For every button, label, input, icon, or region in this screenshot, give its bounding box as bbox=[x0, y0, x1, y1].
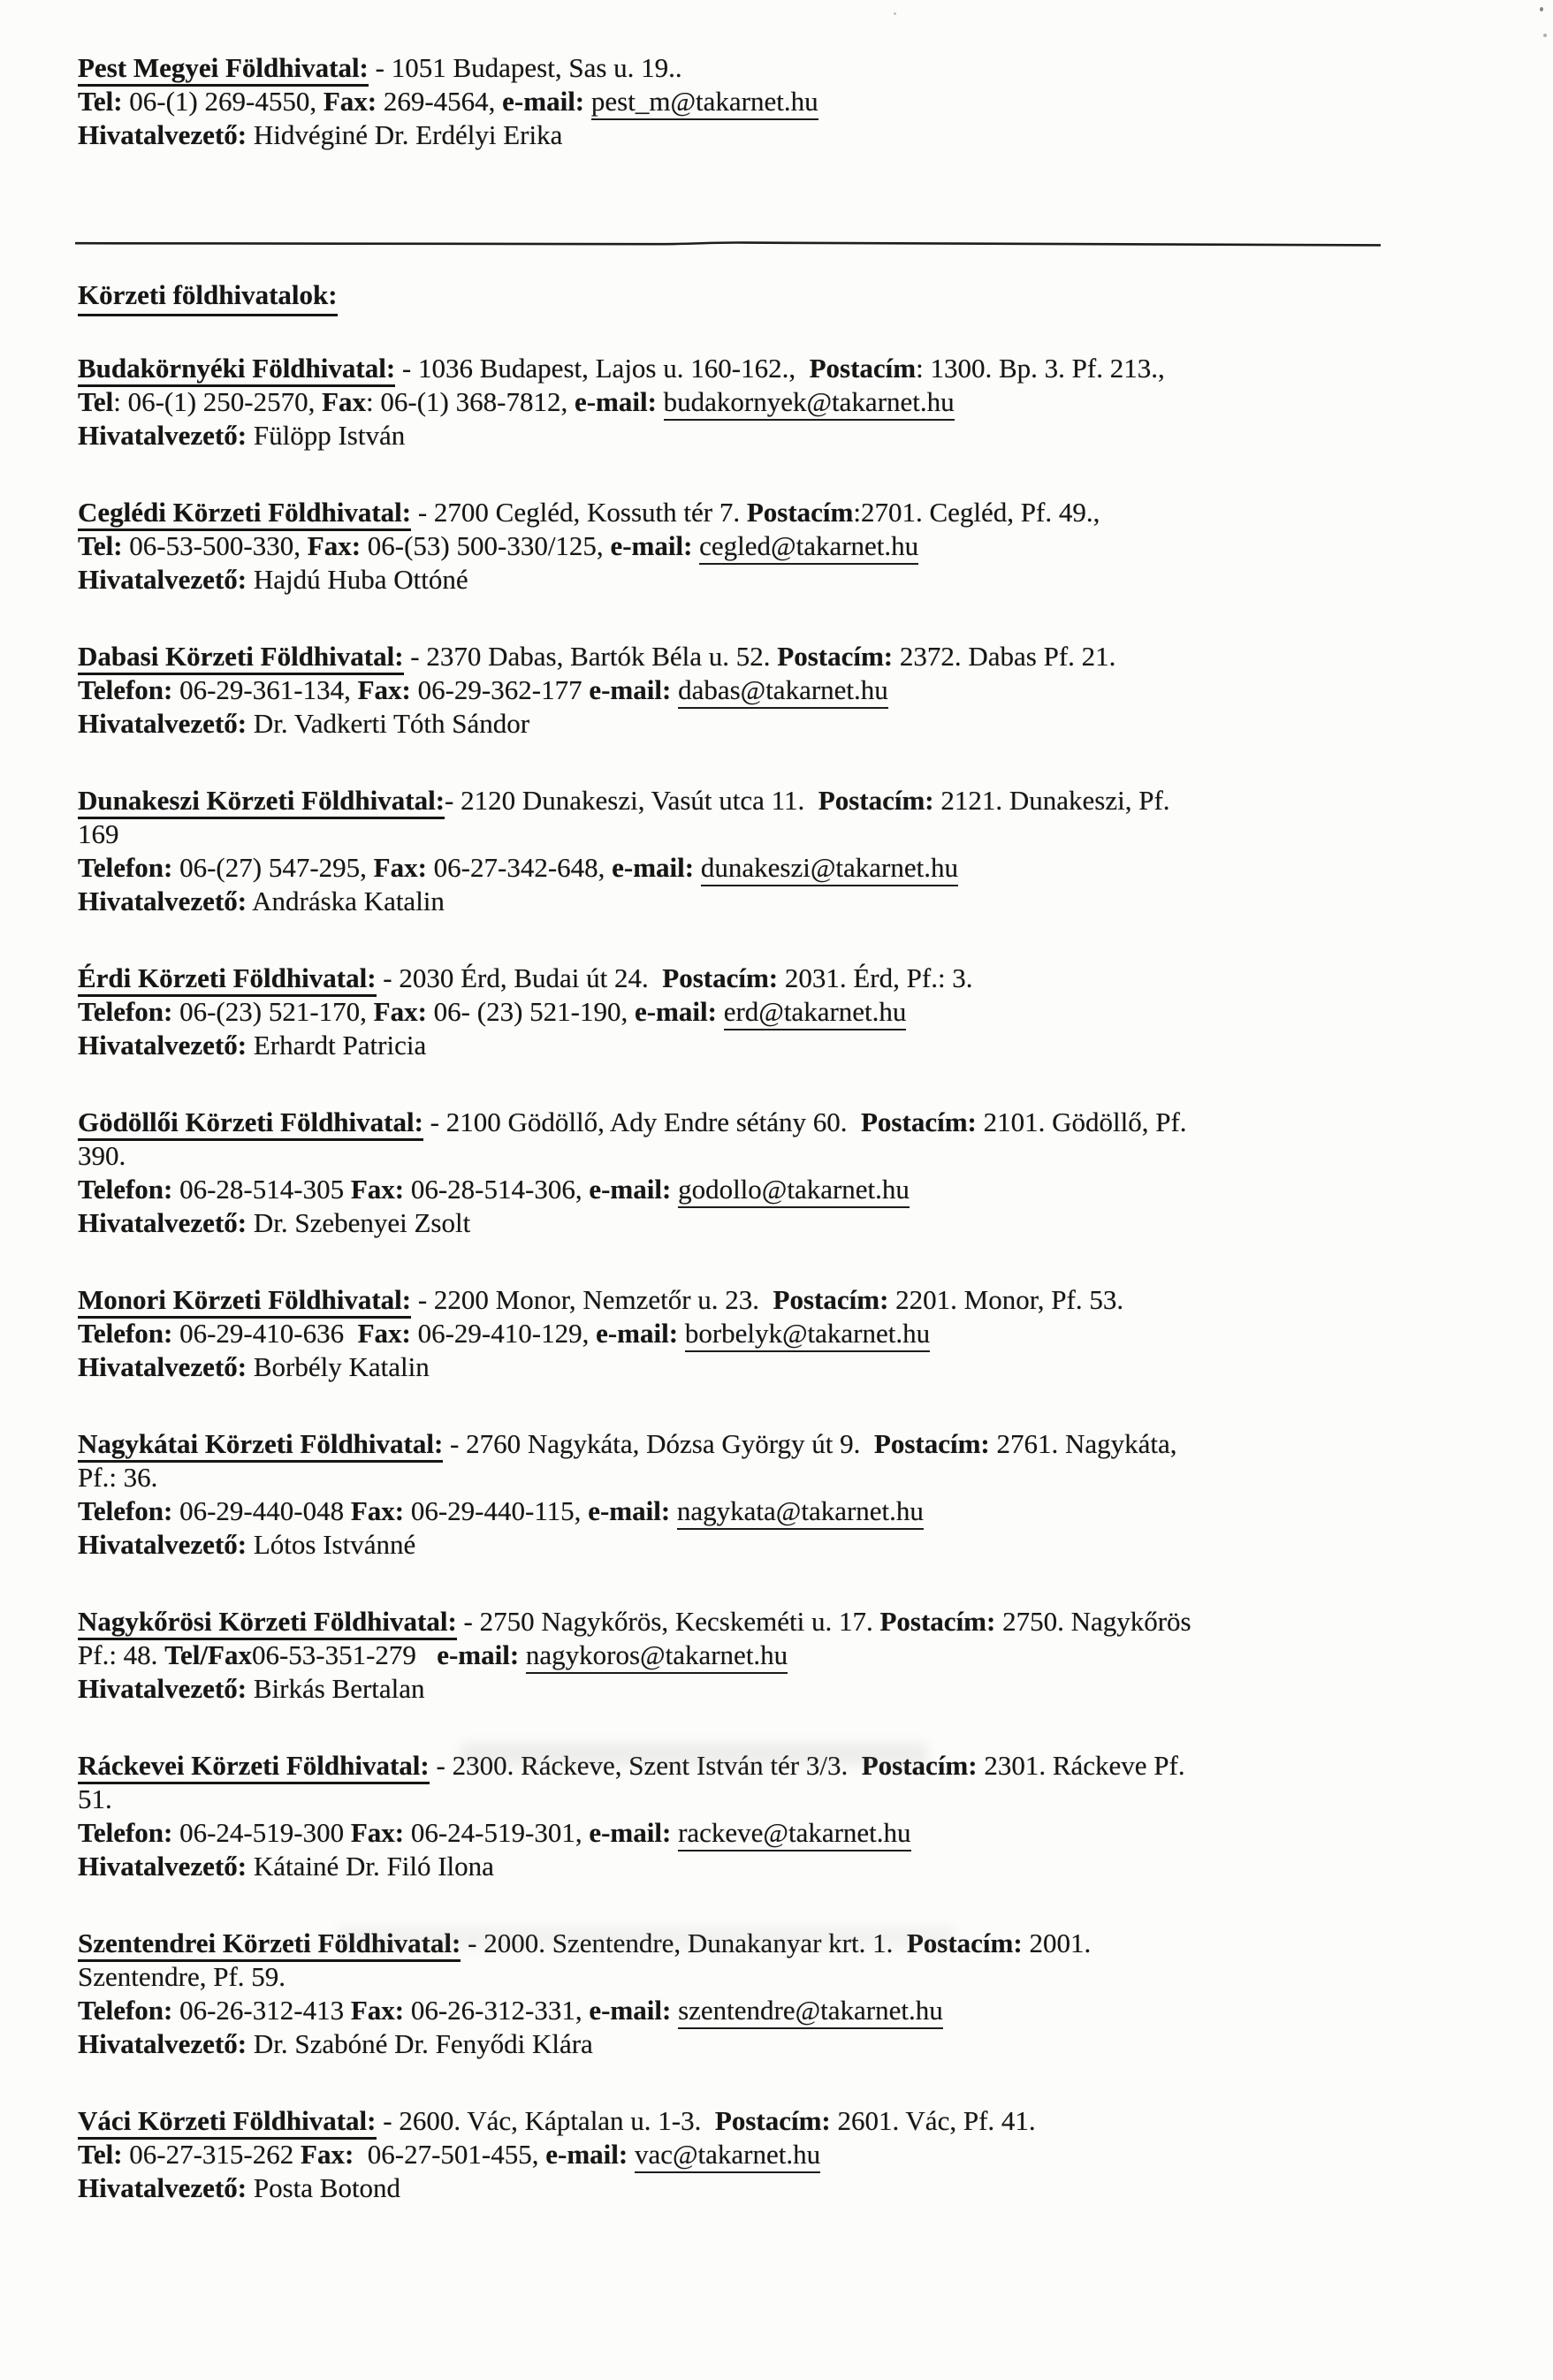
text-run bbox=[678, 1318, 685, 1349]
text-run: 06-53-500-330, bbox=[122, 530, 308, 561]
text-line bbox=[78, 2027, 1420, 2061]
office-entry bbox=[78, 962, 1420, 1062]
text-run: :2701. Cegléd, Pf. 49., bbox=[853, 497, 1100, 528]
field-label: Fax: bbox=[350, 1817, 405, 1848]
field-label: Hivatalvezető: bbox=[78, 2028, 247, 2059]
text-line bbox=[78, 1994, 1420, 2027]
text-run: 169 bbox=[78, 818, 119, 849]
field-label: Fax: bbox=[357, 1318, 411, 1349]
text-run: 06-29-362-177 bbox=[410, 674, 590, 705]
section-heading: Körzeti földhivatalok: bbox=[78, 278, 338, 316]
text-run: 390. bbox=[78, 1140, 126, 1171]
office-entry bbox=[78, 1106, 1420, 1240]
text-run: - 2000. Szentendre, Dunakanyar krt. 1. bbox=[461, 1928, 907, 1958]
email-link: vac@takarnet.hu bbox=[635, 2139, 820, 2173]
text-run: 2101. Gödöllő, Pf. bbox=[976, 1106, 1187, 1137]
text-run: 06- (23) 521-190, bbox=[426, 996, 635, 1027]
text-run: 06-29-410-129, bbox=[410, 1318, 597, 1349]
email-link: borbelyk@takarnet.hu bbox=[685, 1318, 930, 1352]
field-label: Hivatalvezető: bbox=[78, 1351, 247, 1382]
text-run: Pf.: 48. bbox=[78, 1639, 165, 1670]
email-link: erd@takarnet.hu bbox=[724, 996, 907, 1030]
text-run: : 06-(1) 250-2570, bbox=[113, 386, 323, 417]
field-label: e-mail: bbox=[502, 86, 585, 117]
field-label: Hivatalvezető: bbox=[78, 119, 247, 150]
text-line bbox=[78, 1350, 1420, 1384]
field-label: Tel: bbox=[78, 2139, 123, 2170]
text-run: 06-53-351-279 bbox=[251, 1639, 438, 1670]
text-run bbox=[519, 1639, 526, 1670]
text-line bbox=[78, 640, 1420, 673]
text-line bbox=[78, 1528, 1420, 1562]
office-entry bbox=[78, 496, 1420, 597]
field-label: Postacím: bbox=[773, 1284, 889, 1315]
text-line bbox=[78, 784, 1420, 817]
email-link: dabas@takarnet.hu bbox=[678, 674, 888, 709]
text-run: 06-27-315-262 bbox=[122, 2139, 301, 2170]
field-label: Fax: bbox=[350, 1174, 405, 1205]
text-run bbox=[670, 1495, 677, 1526]
office-entry bbox=[78, 640, 1420, 741]
email-link: szentendre@takarnet.hu bbox=[678, 1995, 943, 2029]
email-link: nagykata@takarnet.hu bbox=[677, 1495, 924, 1530]
office-entry bbox=[78, 352, 1420, 452]
email-link: budakornyek@takarnet.hu bbox=[664, 386, 955, 421]
field-label: Postacím: bbox=[714, 2105, 831, 2136]
text-line bbox=[78, 1494, 1420, 1528]
text-line bbox=[78, 817, 1420, 851]
text-run: Pf.: 36. bbox=[78, 1462, 158, 1493]
text-run: Dr. Vadkerti Tóth Sándor bbox=[247, 708, 530, 739]
text-run: - 2370 Dabas, Bartók Béla u. 52. bbox=[403, 641, 778, 672]
text-line bbox=[78, 2138, 1420, 2171]
field-label: Fax bbox=[322, 386, 367, 417]
email-link: pest_m@takarnet.hu bbox=[591, 86, 818, 120]
text-run: - 2120 Dunakeszi, Vasút utca 11. bbox=[445, 785, 818, 816]
field-label: Telefon: bbox=[78, 996, 173, 1027]
text-line bbox=[78, 118, 1420, 152]
text-run: 2750. Nagykőrös bbox=[995, 1606, 1191, 1637]
field-label: Fax: bbox=[323, 86, 377, 117]
text-run: 06-29-410-636 bbox=[172, 1318, 358, 1349]
field-label: e-mail: bbox=[589, 1995, 672, 2026]
text-run: 06-29-440-115, bbox=[404, 1495, 589, 1526]
text-run: : 1300. Bp. 3. Pf. 213., bbox=[916, 353, 1165, 384]
text-run: 06-28-514-306, bbox=[404, 1174, 590, 1205]
text-line bbox=[78, 995, 1420, 1029]
text-run: 2301. Ráckeve Pf. bbox=[977, 1750, 1185, 1781]
field-label: Hivatalvezető: bbox=[78, 1207, 247, 1238]
field-label: e-mail: bbox=[634, 996, 717, 1027]
field-label: e-mail: bbox=[589, 674, 672, 705]
text-run: 2001. bbox=[1022, 1928, 1092, 1958]
field-label: Fax: bbox=[373, 852, 427, 883]
field-label: Tel: bbox=[78, 530, 123, 561]
text-run: 2121. Dunakeszi, Pf. bbox=[933, 785, 1170, 816]
text-line bbox=[78, 1960, 1420, 1994]
text-run: - 1036 Budapest, Lajos u. 160-162., bbox=[395, 353, 810, 384]
field-label: Fax: bbox=[373, 996, 427, 1027]
field-label: Postacím: bbox=[861, 1106, 977, 1137]
field-label: Telefon: bbox=[78, 1995, 173, 2026]
text-run bbox=[671, 1817, 678, 1848]
field-label: Postacím: bbox=[662, 962, 779, 993]
text-run: 06-24-519-301, bbox=[404, 1817, 590, 1848]
field-label: Postacím bbox=[746, 497, 854, 528]
text-run bbox=[671, 674, 678, 705]
text-line bbox=[78, 385, 1420, 419]
text-run: 06-27-501-455, bbox=[354, 2139, 546, 2170]
field-label: Hivatalvezető: bbox=[78, 564, 247, 595]
text-run: Erhardt Patricia bbox=[247, 1030, 427, 1061]
text-line bbox=[78, 707, 1420, 741]
field-label: e-mail: bbox=[437, 1639, 520, 1670]
field-label: e-mail: bbox=[588, 1495, 671, 1526]
text-line bbox=[78, 1783, 1420, 1816]
office-entry bbox=[78, 1283, 1420, 1384]
section-heading-row bbox=[78, 278, 1420, 316]
email-link: cegled@takarnet.hu bbox=[699, 530, 918, 565]
office-entry bbox=[78, 2104, 1420, 2205]
office-name: Dabasi Körzeti Földhivatal: bbox=[78, 641, 404, 675]
text-run: 06-27-342-648, bbox=[426, 852, 613, 883]
text-run: Andráska Katalin bbox=[247, 886, 445, 916]
field-label: Hivatalvezető: bbox=[78, 1529, 247, 1560]
field-label: Hivatalvezető: bbox=[78, 886, 247, 916]
field-label: e-mail: bbox=[610, 530, 693, 561]
text-run: 06-(1) 269-4550, bbox=[122, 86, 324, 117]
text-run: - 2700 Cegléd, Kossuth tér 7. bbox=[411, 497, 747, 528]
text-run bbox=[671, 1174, 678, 1205]
field-label: Fax: bbox=[350, 1495, 405, 1526]
text-run: Birkás Bertalan bbox=[247, 1673, 425, 1704]
field-label: Hivatalvezető: bbox=[78, 2172, 247, 2203]
text-run: 2601. Vác, Pf. 41. bbox=[830, 2105, 1036, 2136]
text-run: Kátainé Dr. Filó Ilona bbox=[247, 1851, 494, 1882]
text-line bbox=[78, 1605, 1420, 1639]
text-run bbox=[692, 530, 699, 561]
text-run: 06-(27) 547-295, bbox=[172, 852, 374, 883]
text-run: 2201. Monor, Pf. 53. bbox=[888, 1284, 1124, 1315]
field-label: Fax: bbox=[301, 2139, 354, 2170]
field-label: Telefon: bbox=[78, 674, 173, 705]
office-name: Szentendrei Körzeti Földhivatal: bbox=[78, 1928, 461, 1962]
text-run: Szentendre, Pf. 59. bbox=[78, 1961, 286, 1992]
section-divider bbox=[75, 240, 1381, 247]
field-label: Telefon: bbox=[78, 1174, 173, 1205]
text-run: 2031. Érd, Pf.: 3. bbox=[778, 962, 973, 993]
office-name: Váci Körzeti Földhivatal: bbox=[78, 2105, 377, 2140]
text-line bbox=[78, 1206, 1420, 1240]
text-run: 06-24-519-300 bbox=[172, 1817, 351, 1848]
field-label: Postacím: bbox=[818, 785, 934, 816]
text-line bbox=[78, 1283, 1420, 1317]
text-line bbox=[78, 1139, 1420, 1173]
office-name: Ceglédi Körzeti Földhivatal: bbox=[78, 497, 411, 531]
email-link: rackeve@takarnet.hu bbox=[678, 1817, 911, 1852]
field-label: Tel bbox=[78, 386, 114, 417]
text-run: Borbély Katalin bbox=[247, 1351, 430, 1382]
text-run: Hajdú Huba Ottóné bbox=[247, 564, 468, 595]
office-entry bbox=[78, 1605, 1420, 1706]
field-label: e-mail: bbox=[596, 1318, 679, 1349]
text-run: - 1051 Budapest, Sas u. 19.. bbox=[368, 52, 682, 83]
text-line bbox=[78, 1816, 1420, 1850]
text-line bbox=[78, 1317, 1420, 1350]
field-label: Telefon: bbox=[78, 852, 173, 883]
text-run: 51. bbox=[78, 1783, 112, 1814]
text-run: - 2750 Nagykőrös, Kecskeméti u. 17. bbox=[456, 1606, 880, 1637]
scan-smudge bbox=[460, 1743, 928, 1766]
field-label: Telefon: bbox=[78, 1318, 173, 1349]
field-label: e-mail: bbox=[589, 1817, 672, 1848]
text-run: - 2300. Ráckeve, Szent István tér 3/3. bbox=[429, 1750, 862, 1781]
field-label: Fax: bbox=[357, 674, 411, 705]
field-label: e-mail: bbox=[545, 2139, 628, 2170]
text-run: 2372. Dabas Pf. 21. bbox=[893, 641, 1116, 672]
text-run: 06-(23) 521-170, bbox=[172, 996, 374, 1027]
text-run bbox=[584, 86, 591, 117]
field-label: Tel/Fax bbox=[164, 1639, 252, 1670]
text-run: 06-28-514-305 bbox=[172, 1174, 351, 1205]
text-run: 06-26-312-413 bbox=[172, 1995, 351, 2026]
text-line bbox=[78, 673, 1420, 707]
text-run: - 2760 Nagykáta, Dózsa György út 9. bbox=[443, 1428, 874, 1459]
text-line bbox=[78, 1427, 1420, 1461]
text-run bbox=[628, 2139, 635, 2170]
field-label: Telefon: bbox=[78, 1817, 173, 1848]
field-label: Postacím: bbox=[906, 1928, 1023, 1958]
text-line bbox=[78, 1106, 1420, 1139]
scan-speck bbox=[1540, 7, 1543, 11]
text-run: Hidvéginé Dr. Erdélyi Erika bbox=[247, 119, 563, 150]
text-run: 06-26-312-331, bbox=[404, 1995, 590, 2026]
text-line bbox=[78, 51, 1420, 85]
office-name: Ráckevei Körzeti Földhivatal: bbox=[78, 1750, 430, 1784]
field-label: Postacím bbox=[809, 353, 917, 384]
text-run bbox=[657, 386, 664, 417]
text-line bbox=[78, 1029, 1420, 1062]
field-label: e-mail: bbox=[574, 386, 657, 417]
field-label: Postacím: bbox=[873, 1428, 990, 1459]
text-line bbox=[78, 851, 1420, 885]
text-line bbox=[78, 496, 1420, 529]
text-run: 269-4564, bbox=[377, 86, 503, 117]
office-name: Gödöllői Körzeti Földhivatal: bbox=[78, 1106, 423, 1141]
text-line bbox=[78, 563, 1420, 597]
text-line bbox=[78, 1672, 1420, 1706]
office-name: Pest Megyei Földhivatal: bbox=[78, 52, 369, 87]
office-name: Nagykátai Körzeti Földhivatal: bbox=[78, 1428, 443, 1463]
text-run: - 2030 Érd, Budai út 24. bbox=[376, 962, 663, 993]
field-label: Hivatalvezető: bbox=[78, 1030, 247, 1061]
field-label: Fax: bbox=[350, 1995, 405, 2026]
text-run: - 2600. Vác, Káptalan u. 1-3. bbox=[376, 2105, 715, 2136]
field-label: Telefon: bbox=[78, 1495, 173, 1526]
text-line bbox=[78, 352, 1420, 385]
text-run: - 2100 Gödöllő, Ady Endre sétány 60. bbox=[423, 1106, 861, 1137]
text-run: - 2200 Monor, Nemzetőr u. 23. bbox=[411, 1284, 773, 1315]
text-line bbox=[78, 1639, 1420, 1672]
text-line bbox=[78, 529, 1420, 563]
text-run: 06-29-440-048 bbox=[172, 1495, 351, 1526]
office-entry bbox=[78, 784, 1420, 918]
office-name: Nagykőrösi Körzeti Földhivatal: bbox=[78, 1606, 457, 1640]
text-line bbox=[78, 1173, 1420, 1206]
text-run: 06-(53) 500-330/125, bbox=[361, 530, 611, 561]
office-name: Dunakeszi Körzeti Földhivatal: bbox=[78, 785, 445, 819]
text-run bbox=[694, 852, 701, 883]
text-run: 2761. Nagykáta, bbox=[989, 1428, 1177, 1459]
field-label: Hivatalvezető: bbox=[78, 420, 247, 451]
text-run bbox=[717, 996, 724, 1027]
office-name: Monori Körzeti Földhivatal: bbox=[78, 1284, 411, 1319]
text-run: : 06-(1) 368-7812, bbox=[366, 386, 575, 417]
text-line bbox=[78, 885, 1420, 918]
text-run: Fülöpp István bbox=[247, 420, 406, 451]
text-run: Dr. Szebenyei Zsolt bbox=[247, 1207, 471, 1238]
text-run: 06-29-361-134, bbox=[172, 674, 358, 705]
text-line bbox=[78, 2104, 1420, 2138]
text-run bbox=[671, 1995, 678, 2026]
field-label: Postacím: bbox=[879, 1606, 996, 1637]
text-line bbox=[78, 419, 1420, 452]
text-line bbox=[78, 1850, 1420, 1883]
field-label: Fax: bbox=[307, 530, 362, 561]
field-label: Postacím: bbox=[777, 641, 894, 672]
text-run: Lótos Istvánné bbox=[247, 1529, 416, 1560]
text-line bbox=[78, 2171, 1420, 2205]
scan-speck bbox=[1543, 34, 1547, 37]
email-link: godollo@takarnet.hu bbox=[678, 1174, 910, 1208]
email-link: dunakeszi@takarnet.hu bbox=[701, 852, 958, 886]
text-line bbox=[78, 962, 1420, 995]
county-office-block bbox=[78, 51, 1420, 152]
field-label: Hivatalvezető: bbox=[78, 708, 247, 739]
scan-smudge bbox=[336, 1927, 955, 1948]
office-name: Budakörnyéki Földhivatal: bbox=[78, 353, 395, 387]
field-label: e-mail: bbox=[589, 1174, 672, 1205]
field-label: Postacím: bbox=[861, 1750, 978, 1781]
office-entry bbox=[78, 1427, 1420, 1562]
text-run: Dr. Szabóné Dr. Fenyődi Klára bbox=[247, 2028, 593, 2059]
field-label: Hivatalvezető: bbox=[78, 1851, 247, 1882]
field-label: e-mail: bbox=[612, 852, 695, 883]
text-line bbox=[78, 1461, 1420, 1494]
email-link: nagykoros@takarnet.hu bbox=[526, 1639, 788, 1674]
text-line bbox=[78, 85, 1420, 118]
office-name: Érdi Körzeti Földhivatal: bbox=[78, 962, 377, 997]
text-run: Posta Botond bbox=[247, 2172, 401, 2203]
scan-speck bbox=[894, 12, 896, 15]
field-label: Hivatalvezető: bbox=[78, 1673, 247, 1704]
field-label: Tel: bbox=[78, 86, 123, 117]
office-entry bbox=[78, 1749, 1420, 1883]
